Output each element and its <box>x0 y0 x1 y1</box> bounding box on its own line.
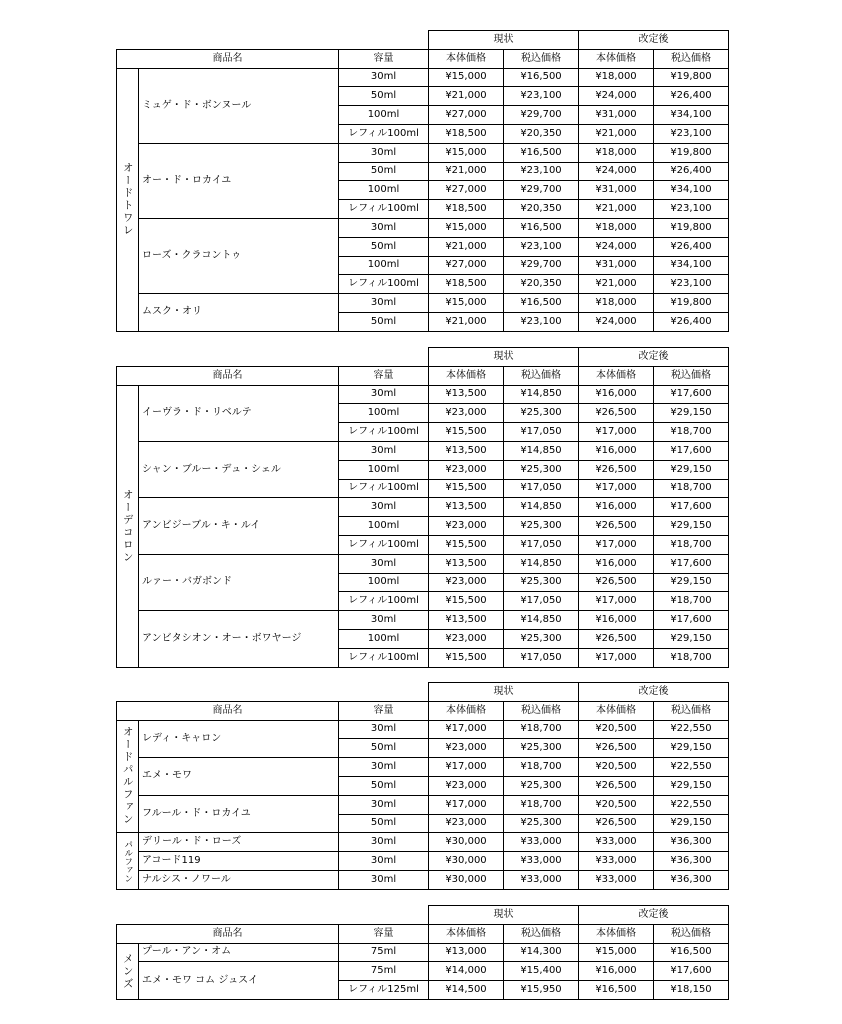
revised-tax-price: ¥29,150 <box>654 776 729 795</box>
product-name: フルール・ド・ロカイユ <box>139 795 339 833</box>
revised-tax-price: ¥29,150 <box>654 460 729 479</box>
price-table <box>116 30 729 332</box>
header-volume: 容量 <box>339 366 429 385</box>
current-tax-price: ¥29,700 <box>504 181 579 200</box>
volume-cell: 30ml <box>339 68 429 87</box>
current-tax-price: ¥15,400 <box>504 962 579 981</box>
volume-cell: レフィル100ml <box>339 200 429 219</box>
header-product: 商品名 <box>117 366 339 385</box>
revised-base-price: ¥18,000 <box>579 294 654 313</box>
volume-cell: 100ml <box>339 106 429 125</box>
current-tax-price: ¥16,500 <box>504 294 579 313</box>
revised-base-price: ¥26,500 <box>579 404 654 423</box>
current-base-price: ¥23,000 <box>429 517 504 536</box>
current-base-price: ¥13,500 <box>429 441 504 460</box>
volume-cell: 100ml <box>339 404 429 423</box>
header-volume: 容量 <box>339 701 429 720</box>
volume-cell: 30ml <box>339 852 429 871</box>
volume-cell: 100ml <box>339 460 429 479</box>
current-base-price: ¥30,000 <box>429 833 504 852</box>
revised-tax-price: ¥19,800 <box>654 68 729 87</box>
table-row <box>117 143 729 162</box>
volume-cell: レフィル100ml <box>339 648 429 667</box>
volume-cell: レフィル100ml <box>339 535 429 554</box>
current-tax-price: ¥25,300 <box>504 629 579 648</box>
volume-cell: 50ml <box>339 739 429 758</box>
volume-cell: 30ml <box>339 870 429 889</box>
product-name: エメ・モワ コム ジュスイ <box>139 962 339 1000</box>
table-row <box>117 554 729 573</box>
table-row <box>117 611 729 630</box>
current-base-price: ¥14,500 <box>429 981 504 1000</box>
current-tax-price: ¥16,500 <box>504 143 579 162</box>
current-tax-price: ¥25,300 <box>504 739 579 758</box>
revised-tax-price: ¥29,150 <box>654 517 729 536</box>
product-name: ミュゲ・ド・ボンヌール <box>139 68 339 143</box>
volume-cell: 50ml <box>339 776 429 795</box>
revised-tax-price: ¥17,600 <box>654 498 729 517</box>
revised-base-price: ¥24,000 <box>579 312 654 331</box>
product-name: ムスク・オリ <box>139 294 339 332</box>
revised-tax-price: ¥22,550 <box>654 758 729 777</box>
volume-cell: 100ml <box>339 181 429 200</box>
header-revised-base-price: 本体価格 <box>579 49 654 68</box>
volume-cell: レフィル100ml <box>339 275 429 294</box>
table-row <box>117 852 729 871</box>
header-column-row <box>117 701 729 720</box>
revised-tax-price: ¥36,300 <box>654 833 729 852</box>
volume-cell: レフィル125ml <box>339 981 429 1000</box>
current-base-price: ¥13,500 <box>429 554 504 573</box>
header-revised: 改定後 <box>579 906 729 925</box>
header-current: 現状 <box>429 348 579 367</box>
product-name: プール・アン・オム <box>139 943 339 962</box>
header-current: 現状 <box>429 906 579 925</box>
table-row <box>117 294 729 313</box>
header-revised: 改定後 <box>579 31 729 50</box>
current-base-price: ¥30,000 <box>429 870 504 889</box>
revised-tax-price: ¥18,700 <box>654 592 729 611</box>
revised-base-price: ¥26,500 <box>579 460 654 479</box>
revised-base-price: ¥31,000 <box>579 256 654 275</box>
revised-tax-price: ¥26,400 <box>654 237 729 256</box>
revised-base-price: ¥20,500 <box>579 720 654 739</box>
header-blank <box>117 906 429 925</box>
revised-tax-price: ¥17,600 <box>654 554 729 573</box>
revised-base-price: ¥16,500 <box>579 981 654 1000</box>
header-revised-tax-price: 税込価格 <box>654 701 729 720</box>
table-row <box>117 441 729 460</box>
header-column-row <box>117 924 729 943</box>
volume-cell: 30ml <box>339 720 429 739</box>
header-product: 商品名 <box>117 49 339 68</box>
revised-tax-price: ¥29,150 <box>654 573 729 592</box>
revised-base-price: ¥20,500 <box>579 758 654 777</box>
product-name: アンビタシオン・オー・ボワヤージ <box>139 611 339 667</box>
volume-cell: 30ml <box>339 795 429 814</box>
volume-cell: レフィル100ml <box>339 479 429 498</box>
revised-base-price: ¥17,000 <box>579 423 654 442</box>
current-base-price: ¥21,000 <box>429 312 504 331</box>
revised-tax-price: ¥26,400 <box>654 87 729 106</box>
volume-cell: 30ml <box>339 498 429 517</box>
volume-cell: 100ml <box>339 517 429 536</box>
current-base-price: ¥23,000 <box>429 460 504 479</box>
current-base-price: ¥15,500 <box>429 592 504 611</box>
current-tax-price: ¥23,100 <box>504 87 579 106</box>
header-product: 商品名 <box>117 701 339 720</box>
product-name: ローズ・クラコントゥ <box>139 218 339 293</box>
revised-tax-price: ¥23,100 <box>654 200 729 219</box>
current-base-price: ¥21,000 <box>429 87 504 106</box>
volume-cell: 30ml <box>339 441 429 460</box>
revised-tax-price: ¥29,150 <box>654 629 729 648</box>
price-table <box>116 347 729 668</box>
header-volume: 容量 <box>339 49 429 68</box>
revised-base-price: ¥21,000 <box>579 124 654 143</box>
category-label: オードパルファン <box>117 720 139 833</box>
current-tax-price: ¥17,050 <box>504 592 579 611</box>
product-name: オー・ド・ロカイユ <box>139 143 339 218</box>
header-current-base-price: 本体価格 <box>429 924 504 943</box>
volume-cell: 100ml <box>339 256 429 275</box>
revised-tax-price: ¥17,600 <box>654 385 729 404</box>
revised-base-price: ¥17,000 <box>579 535 654 554</box>
category-label: パルファン <box>117 833 139 889</box>
volume-cell: レフィル100ml <box>339 423 429 442</box>
revised-base-price: ¥16,000 <box>579 441 654 460</box>
product-name: ナルシス・ノワール <box>139 870 339 889</box>
volume-cell: 30ml <box>339 554 429 573</box>
volume-cell: 30ml <box>339 294 429 313</box>
revised-tax-price: ¥19,800 <box>654 143 729 162</box>
revised-base-price: ¥24,000 <box>579 237 654 256</box>
revised-base-price: ¥17,000 <box>579 648 654 667</box>
revised-tax-price: ¥23,100 <box>654 275 729 294</box>
revised-base-price: ¥17,000 <box>579 479 654 498</box>
current-base-price: ¥13,500 <box>429 385 504 404</box>
product-name: デリール・ド・ローズ <box>139 833 339 852</box>
price-table <box>116 905 729 1000</box>
current-base-price: ¥17,000 <box>429 795 504 814</box>
current-tax-price: ¥25,300 <box>504 460 579 479</box>
revised-tax-price: ¥26,400 <box>654 312 729 331</box>
current-base-price: ¥21,000 <box>429 237 504 256</box>
current-base-price: ¥13,500 <box>429 611 504 630</box>
header-group-row <box>117 348 729 367</box>
revised-base-price: ¥17,000 <box>579 592 654 611</box>
revised-tax-price: ¥19,800 <box>654 294 729 313</box>
header-revised: 改定後 <box>579 683 729 702</box>
header-current-tax-price: 税込価格 <box>504 701 579 720</box>
volume-cell: 30ml <box>339 833 429 852</box>
revised-tax-price: ¥36,300 <box>654 870 729 889</box>
header-group-row <box>117 31 729 50</box>
volume-cell: 75ml <box>339 962 429 981</box>
current-base-price: ¥15,000 <box>429 68 504 87</box>
table-row <box>117 962 729 981</box>
price-table <box>116 682 729 890</box>
volume-cell: 30ml <box>339 611 429 630</box>
header-blank <box>117 31 429 50</box>
revised-tax-price: ¥23,100 <box>654 124 729 143</box>
header-current-base-price: 本体価格 <box>429 49 504 68</box>
current-base-price: ¥23,000 <box>429 776 504 795</box>
revised-tax-price: ¥26,400 <box>654 162 729 181</box>
current-base-price: ¥15,000 <box>429 294 504 313</box>
current-base-price: ¥18,500 <box>429 275 504 294</box>
current-tax-price: ¥15,950 <box>504 981 579 1000</box>
current-base-price: ¥23,000 <box>429 814 504 833</box>
current-tax-price: ¥25,300 <box>504 573 579 592</box>
header-blank <box>117 683 429 702</box>
revised-base-price: ¥15,000 <box>579 943 654 962</box>
current-base-price: ¥23,000 <box>429 739 504 758</box>
table-row <box>117 68 729 87</box>
current-tax-price: ¥33,000 <box>504 852 579 871</box>
table-row <box>117 498 729 517</box>
volume-cell: 75ml <box>339 943 429 962</box>
table-row <box>117 758 729 777</box>
category-label: オードトワレ <box>117 68 139 331</box>
volume-cell: 30ml <box>339 218 429 237</box>
revised-base-price: ¥31,000 <box>579 106 654 125</box>
current-base-price: ¥17,000 <box>429 758 504 777</box>
header-revised-tax-price: 税込価格 <box>654 49 729 68</box>
table-row <box>117 720 729 739</box>
current-tax-price: ¥25,300 <box>504 776 579 795</box>
product-name: イーヴラ・ド・リベルテ <box>139 385 339 441</box>
current-tax-price: ¥18,700 <box>504 720 579 739</box>
current-tax-price: ¥17,050 <box>504 479 579 498</box>
revised-tax-price: ¥22,550 <box>654 795 729 814</box>
revised-tax-price: ¥17,600 <box>654 962 729 981</box>
header-current: 現状 <box>429 683 579 702</box>
revised-tax-price: ¥19,800 <box>654 218 729 237</box>
revised-base-price: ¥33,000 <box>579 833 654 852</box>
current-tax-price: ¥25,300 <box>504 517 579 536</box>
revised-base-price: ¥18,000 <box>579 143 654 162</box>
table-row <box>117 795 729 814</box>
volume-cell: レフィル100ml <box>339 592 429 611</box>
header-product: 商品名 <box>117 924 339 943</box>
table-row <box>117 870 729 889</box>
revised-base-price: ¥16,000 <box>579 611 654 630</box>
revised-base-price: ¥18,000 <box>579 218 654 237</box>
category-label: オーデコロン <box>117 385 139 667</box>
current-tax-price: ¥18,700 <box>504 758 579 777</box>
current-tax-price: ¥16,500 <box>504 218 579 237</box>
current-tax-price: ¥25,300 <box>504 814 579 833</box>
revised-base-price: ¥26,500 <box>579 629 654 648</box>
volume-cell: 50ml <box>339 87 429 106</box>
current-base-price: ¥27,000 <box>429 181 504 200</box>
current-base-price: ¥14,000 <box>429 962 504 981</box>
current-tax-price: ¥18,700 <box>504 795 579 814</box>
current-tax-price: ¥29,700 <box>504 256 579 275</box>
revised-tax-price: ¥17,600 <box>654 441 729 460</box>
revised-base-price: ¥16,000 <box>579 385 654 404</box>
current-base-price: ¥13,500 <box>429 498 504 517</box>
current-tax-price: ¥33,000 <box>504 833 579 852</box>
current-tax-price: ¥14,300 <box>504 943 579 962</box>
current-base-price: ¥27,000 <box>429 256 504 275</box>
revised-base-price: ¥26,500 <box>579 776 654 795</box>
current-tax-price: ¥20,350 <box>504 124 579 143</box>
header-current-base-price: 本体価格 <box>429 701 504 720</box>
volume-cell: 50ml <box>339 237 429 256</box>
revised-base-price: ¥26,500 <box>579 517 654 536</box>
revised-tax-price: ¥18,700 <box>654 479 729 498</box>
revised-tax-price: ¥18,700 <box>654 423 729 442</box>
revised-base-price: ¥33,000 <box>579 852 654 871</box>
header-current-tax-price: 税込価格 <box>504 924 579 943</box>
header-current-base-price: 本体価格 <box>429 366 504 385</box>
category-label: メンズ <box>117 943 139 999</box>
revised-base-price: ¥24,000 <box>579 162 654 181</box>
volume-cell: 100ml <box>339 573 429 592</box>
product-name: エメ・モワ <box>139 758 339 796</box>
current-base-price: ¥30,000 <box>429 852 504 871</box>
revised-base-price: ¥26,500 <box>579 814 654 833</box>
revised-tax-price: ¥22,550 <box>654 720 729 739</box>
table-row <box>117 833 729 852</box>
volume-cell: 30ml <box>339 143 429 162</box>
revised-base-price: ¥21,000 <box>579 275 654 294</box>
current-tax-price: ¥14,850 <box>504 611 579 630</box>
revised-tax-price: ¥34,100 <box>654 256 729 275</box>
product-name: アコード119 <box>139 852 339 871</box>
product-name: アンビジーブル・キ・ルイ <box>139 498 339 554</box>
current-tax-price: ¥20,350 <box>504 200 579 219</box>
header-volume: 容量 <box>339 924 429 943</box>
header-revised-base-price: 本体価格 <box>579 701 654 720</box>
revised-tax-price: ¥34,100 <box>654 181 729 200</box>
current-tax-price: ¥17,050 <box>504 423 579 442</box>
revised-tax-price: ¥17,600 <box>654 611 729 630</box>
volume-cell: 50ml <box>339 162 429 181</box>
volume-cell: 30ml <box>339 385 429 404</box>
revised-base-price: ¥31,000 <box>579 181 654 200</box>
header-revised-tax-price: 税込価格 <box>654 924 729 943</box>
volume-cell: レフィル100ml <box>339 124 429 143</box>
revised-tax-price: ¥29,150 <box>654 404 729 423</box>
revised-tax-price: ¥34,100 <box>654 106 729 125</box>
revised-base-price: ¥16,000 <box>579 554 654 573</box>
header-blank <box>117 348 429 367</box>
revised-tax-price: ¥18,150 <box>654 981 729 1000</box>
header-revised-base-price: 本体価格 <box>579 924 654 943</box>
revised-tax-price: ¥18,700 <box>654 535 729 554</box>
current-base-price: ¥23,000 <box>429 629 504 648</box>
product-name: シャン・ブルー・デュ・シェル <box>139 441 339 497</box>
product-name: レディ・キャロン <box>139 720 339 758</box>
current-tax-price: ¥14,850 <box>504 554 579 573</box>
revised-base-price: ¥24,000 <box>579 87 654 106</box>
header-column-row <box>117 366 729 385</box>
current-tax-price: ¥23,100 <box>504 162 579 181</box>
header-current: 現状 <box>429 31 579 50</box>
header-revised-base-price: 本体価格 <box>579 366 654 385</box>
current-tax-price: ¥25,300 <box>504 404 579 423</box>
current-base-price: ¥17,000 <box>429 720 504 739</box>
current-base-price: ¥21,000 <box>429 162 504 181</box>
revised-base-price: ¥16,000 <box>579 498 654 517</box>
current-tax-price: ¥20,350 <box>504 275 579 294</box>
current-tax-price: ¥17,050 <box>504 535 579 554</box>
header-revised: 改定後 <box>579 348 729 367</box>
volume-cell: 50ml <box>339 814 429 833</box>
revised-tax-price: ¥29,150 <box>654 814 729 833</box>
header-current-tax-price: 税込価格 <box>504 49 579 68</box>
product-name: ルァー・バガボンド <box>139 554 339 610</box>
current-base-price: ¥15,500 <box>429 535 504 554</box>
current-tax-price: ¥33,000 <box>504 870 579 889</box>
current-tax-price: ¥14,850 <box>504 498 579 517</box>
table-row <box>117 943 729 962</box>
table-row <box>117 218 729 237</box>
current-base-price: ¥18,500 <box>429 200 504 219</box>
current-tax-price: ¥14,850 <box>504 385 579 404</box>
revised-tax-price: ¥36,300 <box>654 852 729 871</box>
revised-tax-price: ¥18,700 <box>654 648 729 667</box>
current-tax-price: ¥17,050 <box>504 648 579 667</box>
header-revised-tax-price: 税込価格 <box>654 366 729 385</box>
current-base-price: ¥15,500 <box>429 479 504 498</box>
current-tax-price: ¥14,850 <box>504 441 579 460</box>
revised-tax-price: ¥29,150 <box>654 739 729 758</box>
volume-cell: 50ml <box>339 312 429 331</box>
revised-base-price: ¥20,500 <box>579 795 654 814</box>
revised-tax-price: ¥16,500 <box>654 943 729 962</box>
current-base-price: ¥13,000 <box>429 943 504 962</box>
revised-base-price: ¥26,500 <box>579 573 654 592</box>
table-row <box>117 385 729 404</box>
header-group-row <box>117 683 729 702</box>
current-tax-price: ¥23,100 <box>504 237 579 256</box>
revised-base-price: ¥16,000 <box>579 962 654 981</box>
current-tax-price: ¥23,100 <box>504 312 579 331</box>
current-base-price: ¥23,000 <box>429 404 504 423</box>
current-base-price: ¥15,500 <box>429 423 504 442</box>
revised-base-price: ¥33,000 <box>579 870 654 889</box>
header-group-row <box>117 906 729 925</box>
revised-base-price: ¥26,500 <box>579 739 654 758</box>
header-column-row <box>117 49 729 68</box>
current-base-price: ¥15,500 <box>429 648 504 667</box>
header-current-tax-price: 税込価格 <box>504 366 579 385</box>
current-base-price: ¥23,000 <box>429 573 504 592</box>
volume-cell: 30ml <box>339 758 429 777</box>
current-base-price: ¥18,500 <box>429 124 504 143</box>
revised-base-price: ¥18,000 <box>579 68 654 87</box>
current-base-price: ¥15,000 <box>429 218 504 237</box>
volume-cell: 100ml <box>339 629 429 648</box>
current-tax-price: ¥29,700 <box>504 106 579 125</box>
current-base-price: ¥15,000 <box>429 143 504 162</box>
current-base-price: ¥27,000 <box>429 106 504 125</box>
current-tax-price: ¥16,500 <box>504 68 579 87</box>
revised-base-price: ¥21,000 <box>579 200 654 219</box>
